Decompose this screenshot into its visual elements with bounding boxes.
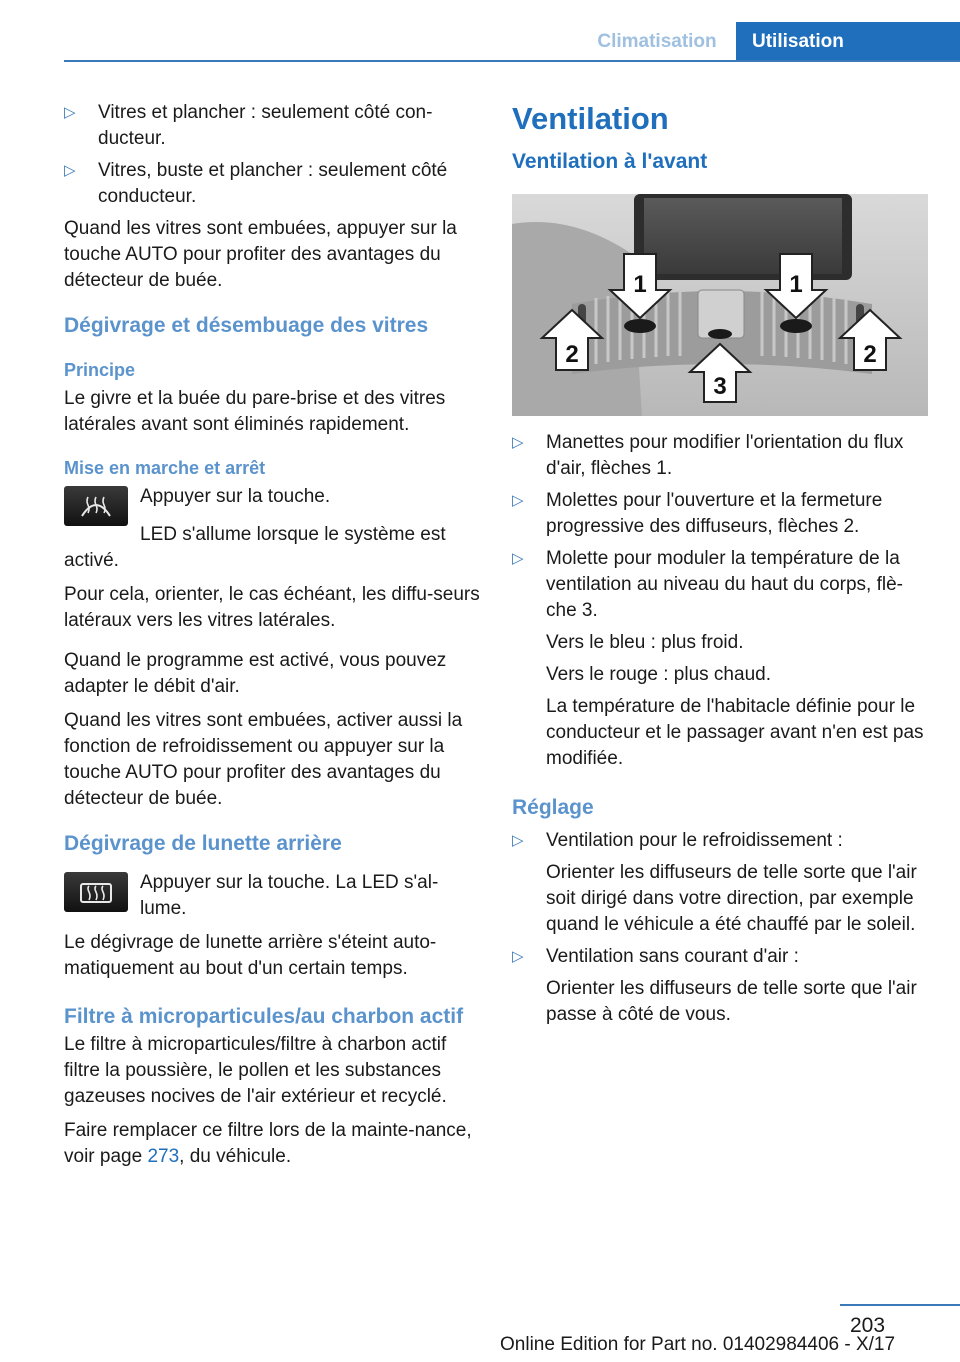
paragraph: Quand le programme est activé, vous pouvez adapter le débit d'air. [64,650,447,697]
list-item [512,430,932,482]
section-heading-ventilation-avant: Ventilation à l'avant [512,150,708,173]
header-tab-climatisation[interactable]: Climatisation [597,31,717,52]
list-item-text: Molettes pour l'ouverture et la fermeture progressive des diffuseurs, flèches 2. [546,490,883,537]
list-item [512,828,932,854]
arrow-label-3: 3 [713,373,727,400]
page-link[interactable]: 273 [147,1146,180,1167]
bullet-triangle-icon: ▷ [512,550,524,567]
arrow-label-2a: 2 [565,341,579,368]
list-item-text: Manettes pour modifier l'orientation du flux d'air, flèches 1. [546,432,904,479]
list-item [64,158,480,210]
list-item [512,546,932,624]
paragraph: Faire remplacer ce filtre lors de la mainte‐nance, voir page 273, du véhicule. [64,1120,472,1167]
edition-footer: Online Edition for Part no. 01402984406 - X/17 [500,1334,896,1355]
windshield-defrost-button-icon [64,486,128,526]
icon-instruction-row [64,484,480,526]
paragraph: Le givre et la buée du pare-brise et des vitres latérales avant sont éliminés rapidement. [64,388,446,435]
rear-window-defrost-button-icon [64,872,128,912]
instruction-text: LED s'allume lorsque le système est activé. [64,524,446,571]
paragraph: Quand les vitres sont embuées, appuyer sur la touche AUTO pour profiter des avantages du détecteur de buée. [64,218,457,291]
arrow-label-1a: 1 [633,271,647,298]
list-item-text: Vitres et plancher : seulement côté con‐ducteur. [98,102,433,149]
bullet-triangle-icon: ▷ [512,492,524,509]
section-heading-lunette: Dégivrage de lunette arrière [64,832,342,855]
bullet-triangle-icon: ▷ [512,832,524,849]
list-subtext: Vers le rouge : plus chaud. [546,664,771,685]
arrow-label-2b: 2 [863,341,877,368]
page-number: 203 [850,1314,886,1337]
list-subtext: Vers le bleu : plus froid. [546,632,744,653]
list-subtext: Orienter les diffuseurs de telle sorte que l'air passe à côté de vous. [546,978,917,1025]
list-item-text: Ventilation sans courant d'air : [546,946,799,967]
left-column [64,100,480,1178]
bullet-triangle-icon: ▷ [512,434,524,451]
list-subtext: Orienter les diffuseurs de telle sorte que l'air soit dirigé dans votre direction, par exemple quand le véhicule a été chauffé par le soleil. [546,862,917,935]
arrow-label-1b: 1 [789,271,803,298]
instruction-text: Appuyer sur la touche. [140,486,331,507]
section-heading-filtre: Filtre à microparticules/au charbon actif [64,1005,464,1028]
bullet-triangle-icon: ▷ [64,104,76,121]
icon-instruction-row [64,870,480,930]
list-item [64,100,480,152]
list-subtext: La température de l'habitacle définie pour le conducteur et le passager avant n'en est pas modifiée. [546,696,924,769]
section-heading-degivrage: Dégivrage et désembuage des vitres [64,314,429,337]
paragraph: Le filtre à microparticules/filtre à charbon actif filtre la poussière, le pollen et les substances gazeuses nocives de l'air extérieur et recyclé. [64,1034,447,1107]
footer-rule [840,1304,960,1306]
paragraph: Pour cela, orienter, le cas échéant, les diffu‐seurs latéraux vers les vitres latérales. [64,584,480,631]
right-column [512,100,932,1034]
bullet-triangle-icon: ▷ [512,948,524,965]
paragraph: Quand les vitres sont embuées, activer aussi la fonction de refroidissement ou appuyer sur la touche AUTO pour profiter des avantages du détecteur de buée. [64,710,463,809]
list-item-text: Ventilation pour le refroidissement : [546,830,843,851]
list-item [512,944,932,970]
subheading-principe: Principe [64,360,136,380]
bullet-triangle-icon: ▷ [64,162,76,179]
dashboard-vents-photo [512,194,928,416]
header-tab-utilisation[interactable]: Utilisation [736,22,960,62]
list-item [512,488,932,540]
header-rule [64,60,960,62]
section-heading-reglage: Réglage [512,796,594,819]
section-title-ventilation: Ventilation [512,101,669,136]
list-item-text: Vitres, buste et plancher : seulement côté conducteur. [98,160,448,207]
list-item-text: Molette pour moduler la température de la ventilation au niveau du haut du corps, flè‐che 3. [546,548,904,621]
subheading-mise-en-marche: Mise en marche et arrêt [64,458,266,478]
paragraph: Le dégivrage de lunette arrière s'éteint auto‐matiquement au bout d'un certain temps. [64,932,437,979]
instruction-text: Appuyer sur la touche. La LED s'al‐lume. [140,872,439,919]
